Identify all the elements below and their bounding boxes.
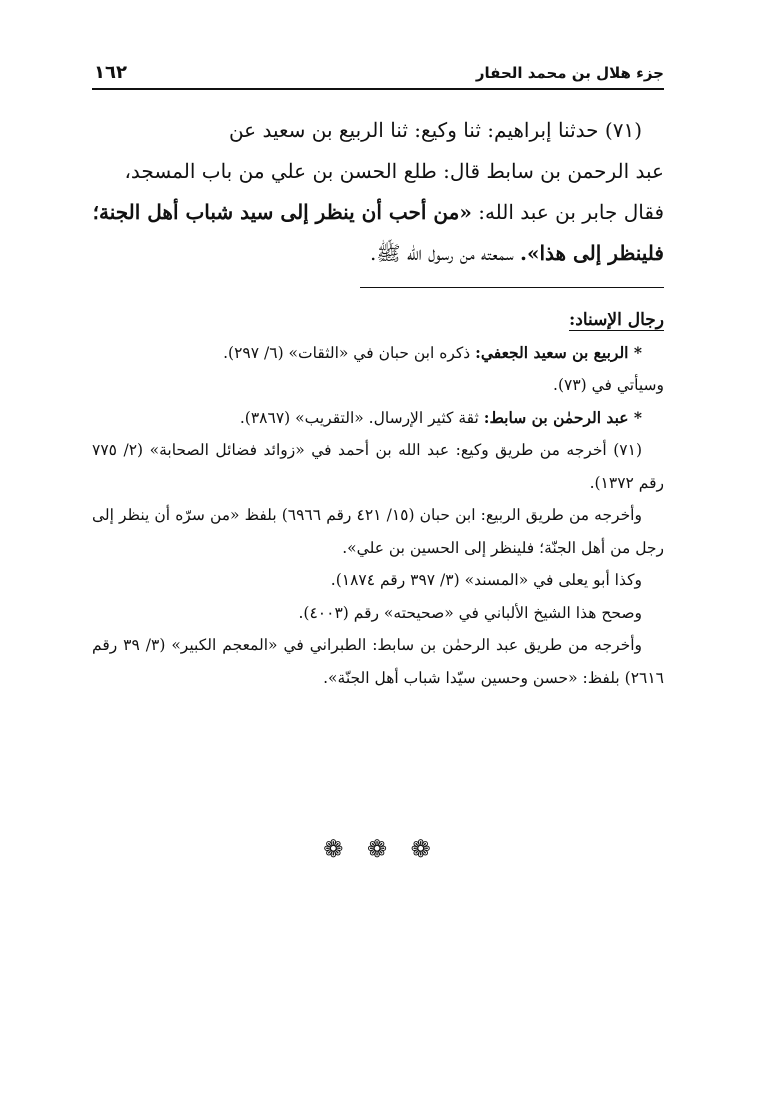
takhrij-2: وأخرجه من طريق الربيع: ابن حبان (١٥/ ٤٢١ رقم ٦٩٦٦) بلفظ «من سرّه أن ينظر إلى رجل من أهل الجنّة؛ فلينظر إلى الحسين بن علي». (92, 506, 664, 557)
footnote-separator (360, 287, 664, 288)
hadith-text (92, 110, 664, 274)
footnotes (92, 304, 664, 694)
takhrij-3: وكذا أبو يعلى في «المسند» (٣/ ٣٩٧ رقم ١٨٧٤). (330, 571, 642, 589)
hadith-line-1: (٧١) حدثنا إبراهيم: ثنا وكيع: ثنا الربيع بن سعيد عن (228, 118, 642, 142)
hadith-matn: «من أحب أن ينظر إلى سيد شباب أهل الجنة؛ (92, 200, 472, 224)
narrator-note-2: * عبد الرحمٰن بن سابط: ثقة كثير الإرسال. «التقريب» (٣٨٦٧). (239, 407, 642, 427)
book-title: جزء هلال بن محمد الحفار (475, 64, 664, 82)
running-header (92, 62, 664, 90)
takhrij-4: وصحح هذا الشيخ الألباني في «صحيحته» رقم (٤٠٠٣). (298, 603, 642, 622)
narrator-note-1: * الربيع بن سعيد الجعفي: ذكره ابن حبان في «الثقات» (٦/ ٢٩٧). (223, 342, 642, 362)
page-number: ١٦٢ (94, 62, 127, 83)
hadith-matn-end: فلينظر إلى هذا». (519, 241, 664, 265)
narrator-note-1-cont: وسيأتي في (٧٣). (553, 376, 664, 394)
takhrij-5: وأخرجه من طريق عبد الرحمٰن بن سابط: الطبراني في «المعجم الكبير» (٣/ ٣٩ رقم ٢٦١٦) بلفظ: «حسن وحسين سيّدا شباب أهل الجنّة». (92, 636, 664, 687)
section-heading: رجال الإسناد: (569, 310, 664, 330)
hadith-line-3: فقال جابر بن عبد الله: «من أحب أن ينظر إلى سيد شباب أهل الجنة؛ (92, 200, 664, 224)
hadith-line-2: عبد الرحمن بن سابط قال: طلع الحسن بن علي من باب المسجد، (124, 159, 664, 183)
hadith-number: (٧١) (604, 118, 642, 142)
hadith-line-4: فلينظر إلى هذا». سمعته من رسول الله ﷺ. (370, 241, 664, 265)
takhrij-1: (٧١) أخرجه من طريق وكيع: عبد الله بن أحمد في «زوائد فضائل الصحابة» (٢/ ٧٧٥ رقم ١٣٧٢). (92, 441, 664, 492)
ornament-divider: ❁ ❁ ❁ (323, 835, 439, 863)
